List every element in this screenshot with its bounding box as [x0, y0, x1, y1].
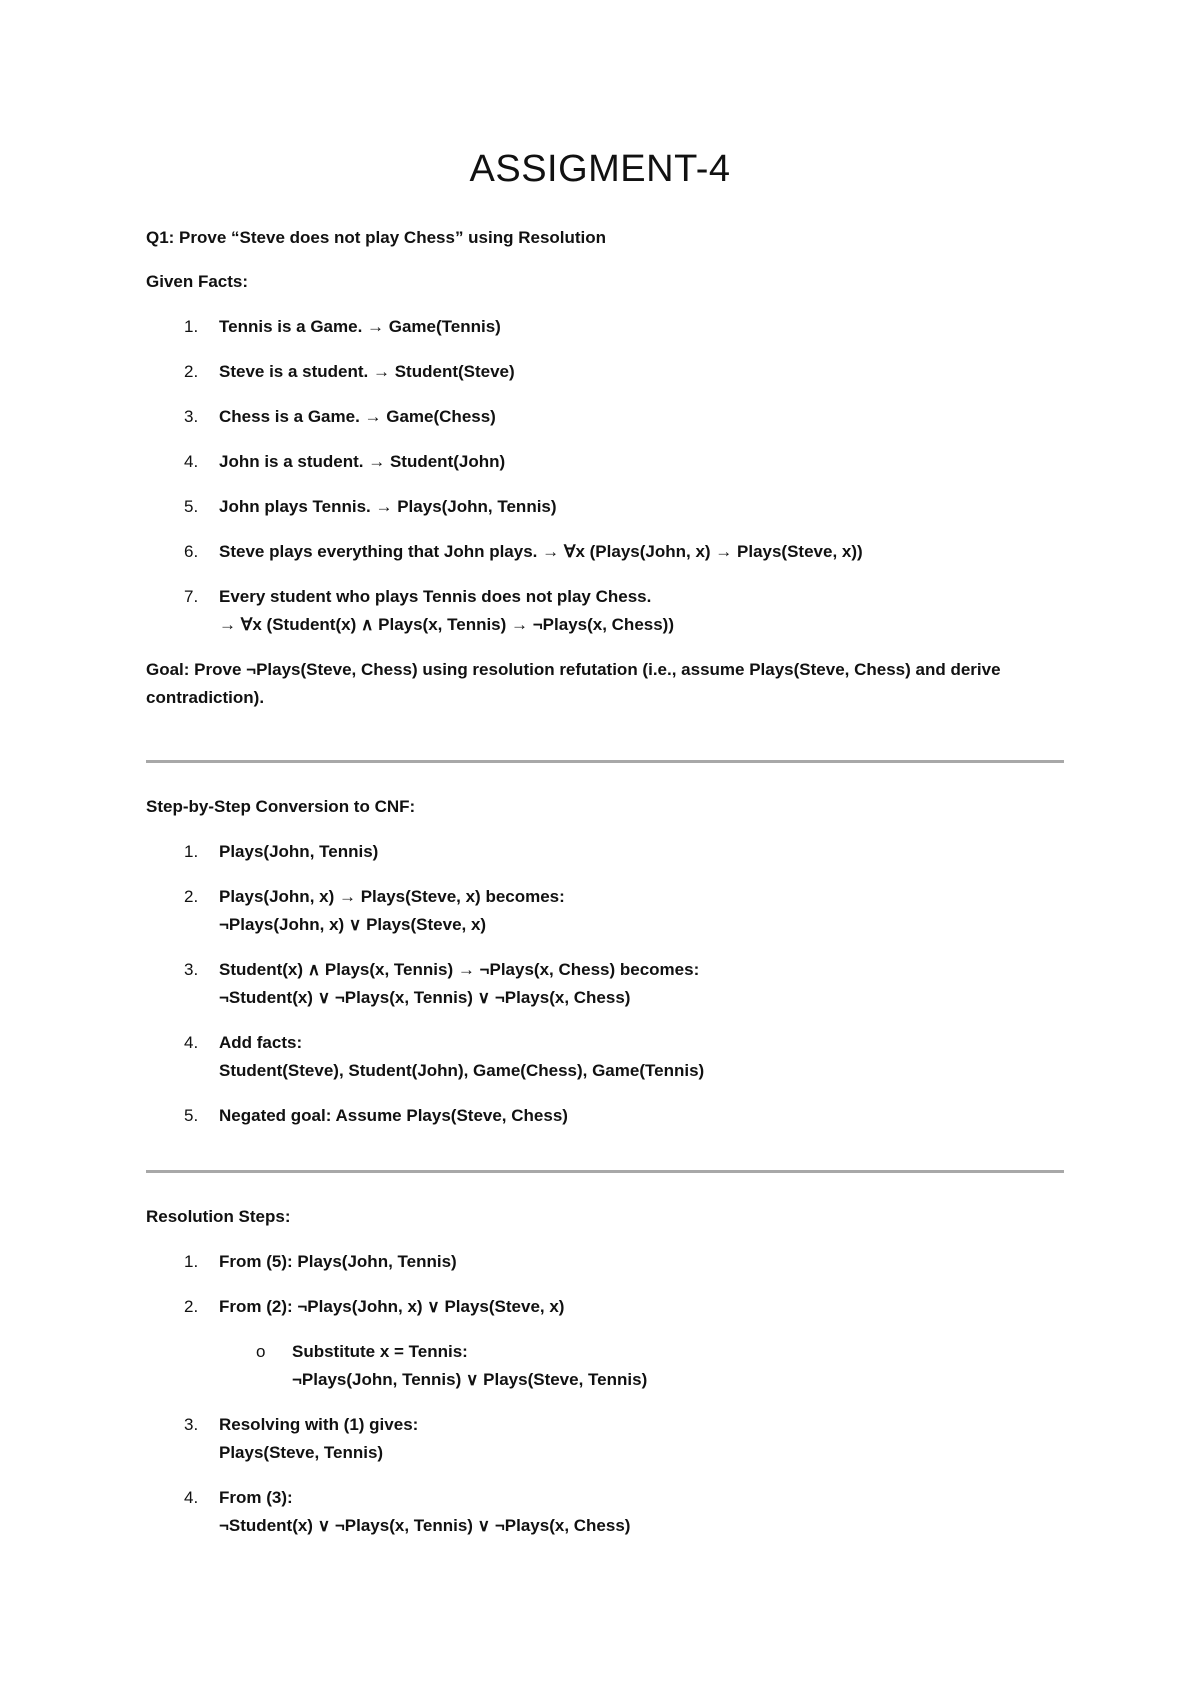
horizontal-divider	[146, 1170, 1064, 1173]
list-number: 6.	[184, 542, 199, 561]
list-item	[146, 1293, 1066, 1321]
list-item	[146, 1411, 1066, 1467]
list-number: 4.	[184, 1033, 199, 1052]
list-item-text: Substitute x = Tennis:	[292, 1342, 468, 1361]
resolution-heading: Resolution Steps:	[146, 1207, 291, 1226]
question-heading: Q1: Prove “Steve does not play Chess” using Resolution	[146, 228, 607, 247]
goal-statement: Goal: Prove ¬Plays(Steve, Chess) using resolution refutation (i.e., assume Plays(Steve, Chess) and derive contradiction).	[146, 660, 1001, 707]
list-item-text: ¬Student(x) ∨ ¬Plays(x, Tennis) ∨ ¬Plays(x, Chess)	[219, 988, 631, 1007]
list-number: 5.	[184, 497, 199, 516]
list-item-text: From (5): Plays(John, Tennis)	[219, 1252, 457, 1271]
list-item-text: Chess is a Game. → Game(Chess)	[219, 407, 496, 426]
list-number: 1.	[184, 1252, 199, 1271]
cnf-heading: Step-by-Step Conversion to CNF:	[146, 797, 416, 816]
document-title: ASSIGMENT-4	[469, 148, 731, 190]
list-item-text: John plays Tennis. → Plays(John, Tennis)	[219, 497, 557, 516]
list-item	[146, 313, 1066, 341]
list-item	[146, 358, 1066, 386]
list-item	[146, 538, 1066, 566]
list-item	[146, 1102, 1066, 1130]
document-body	[146, 224, 1066, 1540]
sub-list-item	[146, 1338, 1066, 1394]
list-item	[146, 956, 1066, 1012]
list-item	[146, 403, 1066, 431]
list-item-text: ¬Student(x) ∨ ¬Plays(x, Tennis) ∨ ¬Plays(x, Chess)	[219, 1516, 631, 1535]
list-item-text: Resolving with (1) gives:	[219, 1415, 419, 1434]
list-number: 3.	[184, 1415, 199, 1434]
cnf-steps-list	[146, 838, 1066, 1130]
list-item-text: Every student who plays Tennis does not play Chess.	[219, 587, 652, 606]
list-item-text: → ∀x (Student(x) ∧ Plays(x, Tennis) → ¬Plays(x, Chess))	[219, 615, 675, 634]
bullet-marker: o	[256, 1342, 266, 1361]
list-item	[146, 1484, 1066, 1540]
list-item-text: John is a student. → Student(John)	[219, 452, 506, 471]
list-number: 7.	[184, 587, 199, 606]
list-item	[146, 883, 1066, 939]
resolution-sub-list	[146, 1338, 1066, 1394]
resolution-steps-list-continued	[146, 1411, 1066, 1540]
list-item-text: Student(Steve), Student(John), Game(Chess), Game(Tennis)	[219, 1061, 705, 1080]
list-number: 1.	[184, 317, 199, 336]
list-number: 4.	[184, 1488, 199, 1507]
list-item	[146, 838, 1066, 866]
list-item	[146, 1029, 1066, 1085]
horizontal-divider	[146, 760, 1064, 763]
list-item-text: Steve plays everything that John plays. → ∀x (Plays(John, x) → Plays(Steve, x))	[219, 542, 863, 561]
list-number: 1.	[184, 842, 199, 861]
list-item-text: ¬Plays(John, Tennis) ∨ Plays(Steve, Tennis)	[292, 1370, 648, 1389]
given-facts-heading: Given Facts:	[146, 272, 249, 291]
list-number: 2.	[184, 362, 199, 381]
list-item	[146, 583, 1066, 639]
list-item-text: From (3):	[219, 1488, 293, 1507]
list-number: 2.	[184, 887, 199, 906]
given-facts-list	[146, 313, 1066, 639]
list-item	[146, 448, 1066, 476]
list-item	[146, 1248, 1066, 1276]
list-item-text: Plays(John, Tennis)	[219, 842, 379, 861]
list-item-text: From (2): ¬Plays(John, x) ∨ Plays(Steve, x)	[219, 1297, 565, 1316]
list-number: 3.	[184, 407, 199, 426]
list-number: 4.	[184, 452, 199, 471]
list-item-text: Tennis is a Game. → Game(Tennis)	[219, 317, 501, 336]
list-item-text: Steve is a student. → Student(Steve)	[219, 362, 515, 381]
list-item-text: Student(x) ∧ Plays(x, Tennis) → ¬Plays(x, Chess) becomes:	[219, 960, 700, 979]
list-item-text: ¬Plays(John, x) ∨ Plays(Steve, x)	[219, 915, 487, 934]
list-item-text: Add facts:	[219, 1033, 303, 1052]
list-item-text: Negated goal: Assume Plays(Steve, Chess)	[219, 1106, 568, 1125]
resolution-steps-list	[146, 1248, 1066, 1321]
list-number: 2.	[184, 1297, 199, 1316]
list-item-text: Plays(Steve, Tennis)	[219, 1443, 384, 1462]
list-number: 5.	[184, 1106, 199, 1125]
list-item	[146, 493, 1066, 521]
list-number: 3.	[184, 960, 199, 979]
list-item-text: Plays(John, x) → Plays(Steve, x) becomes:	[219, 887, 565, 906]
